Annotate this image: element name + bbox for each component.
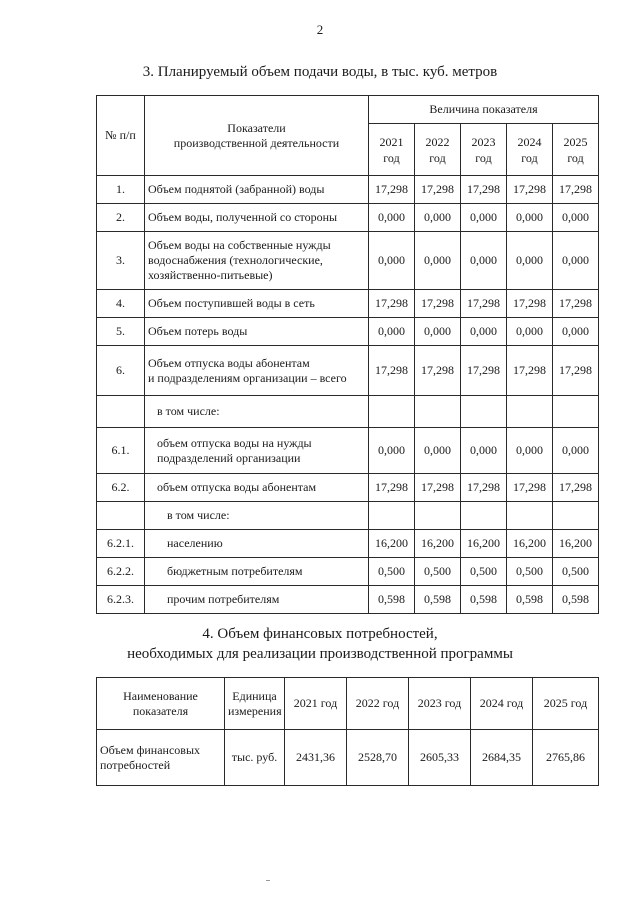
row-label	[145, 474, 369, 502]
row-value-2021	[369, 502, 415, 530]
row-value-2022: 0,500	[415, 558, 461, 586]
row-number: 3.	[97, 232, 145, 290]
fin-header-year: 2021 год	[285, 678, 347, 730]
row-value-2024	[507, 396, 553, 428]
header-indicator-line2: производственной деятельности	[173, 135, 340, 150]
header-year-2022	[415, 124, 461, 176]
row-value-2024: 17,298	[507, 290, 553, 318]
table-row	[97, 290, 599, 318]
header-name-line2: показателя	[132, 703, 189, 718]
row-value-2023	[461, 396, 507, 428]
header-year-number: 2023	[471, 134, 496, 149]
header-name-line1: Наименование	[123, 688, 198, 703]
row-value-2025: 0,000	[553, 318, 599, 346]
row-label-line: Объем воды, полученной со стороны	[148, 210, 338, 224]
row-value-2025: 16,200	[553, 530, 599, 558]
row-number	[97, 396, 145, 428]
row-value-2023: 17,298	[461, 474, 507, 502]
row-value-2025: 0,598	[553, 586, 599, 614]
fin-value: 2528,70	[347, 730, 409, 786]
header-unit-line1: Единица	[232, 688, 277, 703]
row-label-line: населению	[167, 536, 223, 550]
row-label-line: и подразделениям организации – всего	[148, 370, 347, 385]
row-label	[145, 318, 369, 346]
row-value-2021: 17,298	[369, 176, 415, 204]
row-label	[145, 232, 369, 290]
row-value-2023: 0,000	[461, 232, 507, 290]
row-value-2023: 16,200	[461, 530, 507, 558]
header-year-number: 2025	[563, 134, 588, 149]
row-value-2021: 0,000	[369, 318, 415, 346]
row-number: 6.2.3.	[97, 586, 145, 614]
row-value-2023: 0,000	[461, 428, 507, 474]
row-value-2024	[507, 502, 553, 530]
row-label-line: Объем потерь воды	[148, 324, 248, 338]
row-number: 4.	[97, 290, 145, 318]
header-indicator-line1: Показатели	[227, 120, 286, 135]
section-4-title-line1: 4. Объем финансовых потребностей,	[202, 626, 438, 642]
row-label-line: объем отпуска воды на нужды	[157, 435, 312, 450]
row-label	[145, 396, 369, 428]
financial-needs-table	[96, 677, 599, 786]
row-number: 5.	[97, 318, 145, 346]
header-value: Величина показателя	[369, 96, 599, 124]
row-label-line: Объем отпуска воды абонентам	[148, 355, 310, 370]
row-value-2022: 17,298	[415, 346, 461, 396]
section-4-title-line2: необходимых для реализации производственной программы	[127, 646, 513, 662]
header-unit	[225, 678, 285, 730]
row-value-2024: 0,000	[507, 232, 553, 290]
row-value-2021: 0,500	[369, 558, 415, 586]
header-year-number: 2022	[425, 134, 450, 149]
table-row	[97, 428, 599, 474]
page-number: 2	[316, 22, 324, 37]
row-value-2025: 17,298	[553, 290, 599, 318]
header-year-unit: год	[521, 150, 538, 165]
fin-value: 2684,35	[471, 730, 533, 786]
fin-header-year: 2025 год	[533, 678, 599, 730]
row-value-2021	[369, 396, 415, 428]
row-label-line: в том числе:	[167, 508, 230, 522]
table-row	[97, 530, 599, 558]
row-label	[145, 204, 369, 232]
row-label-line: хозяйственно-питьевые)	[148, 268, 273, 282]
row-value-2023: 17,298	[461, 176, 507, 204]
row-number: 2.	[97, 204, 145, 232]
row-value-2024: 17,298	[507, 176, 553, 204]
row-value-2024: 0,000	[507, 318, 553, 346]
row-value-2025: 0,000	[553, 232, 599, 290]
row-value-2024: 0,000	[507, 428, 553, 474]
header-year-number: 2024	[517, 134, 542, 149]
row-value-2021: 16,200	[369, 530, 415, 558]
row-value-2022: 0,000	[415, 318, 461, 346]
row-value-2023	[461, 502, 507, 530]
fin-value: 2431,36	[285, 730, 347, 786]
header-year-2023	[461, 124, 507, 176]
row-label-line: подразделений организации	[157, 450, 301, 465]
row-value-2021: 0,000	[369, 428, 415, 474]
row-number: 6.2.	[97, 474, 145, 502]
fin-header-year: 2023 год	[409, 678, 471, 730]
section-4-title	[0, 624, 640, 664]
row-label	[145, 530, 369, 558]
table-row	[97, 502, 599, 530]
row-label-line: прочим потребителям	[167, 592, 280, 606]
water-supply-table	[96, 95, 599, 614]
row-value-2022	[415, 396, 461, 428]
row-value-2024: 16,200	[507, 530, 553, 558]
row-value-2021: 17,298	[369, 346, 415, 396]
row-value-2023: 17,298	[461, 290, 507, 318]
row-label-line: Объем поступившей воды в сеть	[148, 296, 315, 310]
row-value-2021: 0,000	[369, 204, 415, 232]
row-label	[145, 558, 369, 586]
table-row	[97, 204, 599, 232]
row-value-2025: 0,500	[553, 558, 599, 586]
row-number: 1.	[97, 176, 145, 204]
row-value-2025	[553, 396, 599, 428]
row-label	[145, 586, 369, 614]
row-value-2025: 17,298	[553, 346, 599, 396]
row-label	[145, 346, 369, 396]
table-row	[97, 176, 599, 204]
row-value-2023: 0,000	[461, 318, 507, 346]
row-label-line: в том числе:	[157, 404, 220, 418]
header-year-2021	[369, 124, 415, 176]
row-value-2025: 0,000	[553, 204, 599, 232]
row-value-2024: 17,298	[507, 474, 553, 502]
row-number	[97, 502, 145, 530]
row-value-2021: 0,598	[369, 586, 415, 614]
header-year-unit: год	[383, 150, 400, 165]
row-name	[97, 730, 225, 786]
header-unit-line2: измерения	[228, 703, 282, 718]
header-year-unit: год	[429, 150, 446, 165]
header-year-unit: год	[475, 150, 492, 165]
fin-value: 2605,33	[409, 730, 471, 786]
table-row	[97, 474, 599, 502]
row-value-2021: 17,298	[369, 290, 415, 318]
row-value-2022: 17,298	[415, 474, 461, 502]
row-value-2022: 17,298	[415, 176, 461, 204]
table-row	[97, 586, 599, 614]
row-value-2022	[415, 502, 461, 530]
row-value-2025: 0,000	[553, 428, 599, 474]
header-num: № п/п	[97, 96, 145, 176]
row-value-2024: 17,298	[507, 346, 553, 396]
table-row	[97, 318, 599, 346]
table-row	[97, 232, 599, 290]
row-name-line1: Объем финансовых	[100, 742, 201, 757]
header-year-number: 2021	[379, 134, 404, 149]
row-label-line: водоснабжения (технологические,	[148, 253, 323, 267]
row-label	[145, 502, 369, 530]
row-value-2024: 0,598	[507, 586, 553, 614]
row-value-2022: 16,200	[415, 530, 461, 558]
fin-header-year: 2024 год	[471, 678, 533, 730]
header-year-2025	[553, 124, 599, 176]
row-number: 6.2.1.	[97, 530, 145, 558]
table-row	[97, 558, 599, 586]
row-value-2023: 0,500	[461, 558, 507, 586]
row-number: 6.2.2.	[97, 558, 145, 586]
row-label-line: бюджетным потребителям	[167, 564, 303, 578]
header-year-unit: год	[567, 150, 584, 165]
row-label	[145, 176, 369, 204]
row-number: 6.	[97, 346, 145, 396]
table-row	[97, 346, 599, 396]
row-value-2022: 0,598	[415, 586, 461, 614]
table-row	[97, 396, 599, 428]
header-year-2024	[507, 124, 553, 176]
row-value-2022: 0,000	[415, 428, 461, 474]
header-indicator	[145, 96, 369, 176]
row-label	[145, 428, 369, 474]
row-value-2021: 17,298	[369, 474, 415, 502]
fin-header-year: 2022 год	[347, 678, 409, 730]
row-value-2023: 0,000	[461, 204, 507, 232]
row-unit: тыс. руб.	[225, 730, 285, 786]
row-value-2024: 0,500	[507, 558, 553, 586]
row-name-line2: потребностей	[100, 757, 171, 772]
row-number: 6.1.	[97, 428, 145, 474]
scan-mark	[266, 880, 270, 881]
row-label-line: объем отпуска воды абонентам	[157, 480, 317, 494]
row-label	[145, 290, 369, 318]
header-name	[97, 678, 225, 730]
row-value-2021: 0,000	[369, 232, 415, 290]
row-value-2025	[553, 502, 599, 530]
row-label-line: Объем воды на собственные нужды	[148, 238, 331, 252]
fin-value: 2765,86	[533, 730, 599, 786]
row-value-2023: 0,598	[461, 586, 507, 614]
row-value-2022: 0,000	[415, 232, 461, 290]
row-value-2022: 0,000	[415, 204, 461, 232]
row-value-2024: 0,000	[507, 204, 553, 232]
row-value-2025: 17,298	[553, 474, 599, 502]
section-3-title: 3. Планируемый объем подачи воды, в тыс. куб. метров	[142, 64, 498, 80]
row-value-2025: 17,298	[553, 176, 599, 204]
row-value-2023: 17,298	[461, 346, 507, 396]
row-value-2022: 17,298	[415, 290, 461, 318]
row-label-line: Объем поднятой (забранной) воды	[148, 182, 325, 196]
